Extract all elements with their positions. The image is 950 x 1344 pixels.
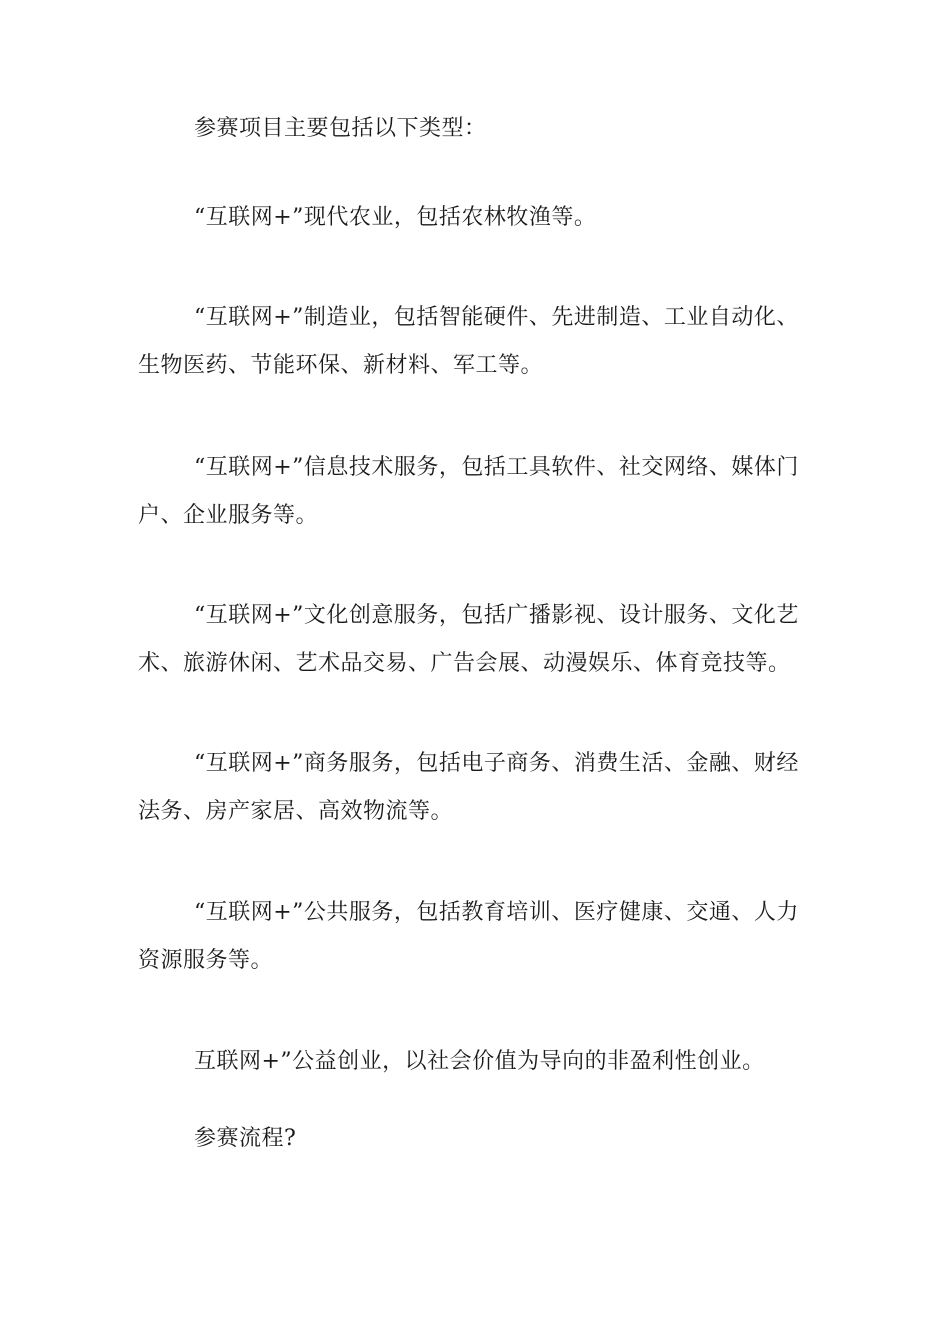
category-public-services-paragraph: “互联网+”公共服务，包括教育培训、医疗健康、交通、人力资源服务等。: [138, 900, 799, 973]
category-culture-paragraph: “互联网+”文化创意服务，包括广播影视、设计服务、文化艺术、旅游休闲、艺术品交易、广告会展、动漫娱乐、体育竞技等。: [138, 603, 799, 676]
category-it-services-paragraph: “互联网+”信息技术服务，包括工具软件、社交网络、媒体门户、企业服务等。: [138, 455, 799, 528]
category-business-paragraph: “互联网+”商务服务，包括电子商务、消费生活、金融、财经法务、房产家居、高效物流等。: [138, 751, 799, 824]
process-heading: 参赛流程?: [194, 1126, 297, 1151]
intro-paragraph: 参赛项目主要包括以下类型：: [194, 116, 487, 141]
category-manufacturing-paragraph: “互联网+”制造业，包括智能硬件、先进制造、工业自动化、生物医药、节能环保、新材料、军工等。: [138, 305, 799, 378]
category-agriculture-paragraph: “互联网+”现代农业，包括农林牧渔等。: [194, 205, 597, 230]
category-public-welfare-paragraph: 互联网+”公益创业，以社会价值为导向的非盈利性创业。: [194, 1049, 765, 1074]
